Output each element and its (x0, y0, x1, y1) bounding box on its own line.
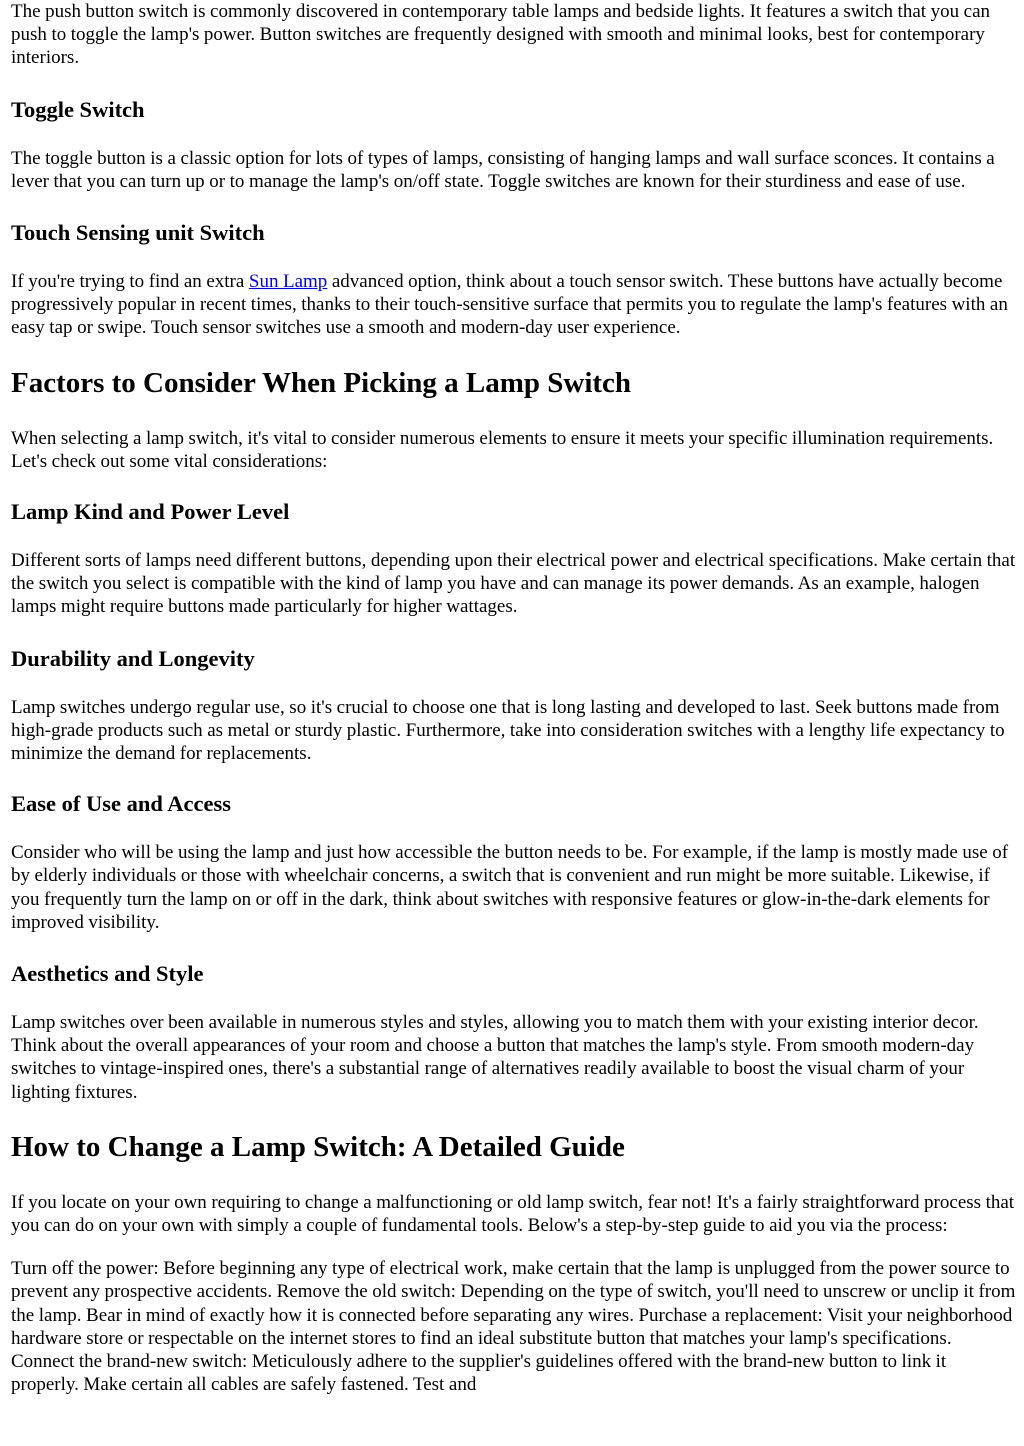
ease-of-use-heading: Ease of Use and Access (11, 791, 231, 817)
lamp-kind-paragraph: Different sorts of lamps need different buttons, depending upon their electrical power and electrical specifications. Make certain that the switch you select is compatible with the kind of lamp you have and can manage its power demands. As an example, halogen lamps might require buttons made particularly for higher wattages. (11, 550, 1016, 618)
guide-steps-paragraph: Turn off the power: Before beginning any type of electrical work, make certain that the lamp is unplugged from the power source to prevent any prospective accidents. Remove the old switch: Depending on the type of switch, you'll need to unscrew or unclip it from the lamp. Bear in mind of exactly how it is connected before separating any wires. Purchase a replacement: Visit your neighborhood hardware store or respectable on the internet stores to find an ideal substitute button that matches your lamp's specifications. Connect the brand-new switch: Meticulously adhere to the supplier's guidelines offered with the brand-new button to link it properly. Make certain all cables are safely fastened. Test and (11, 1258, 1016, 1396)
touch-switch-heading: Touch Sensing unit Switch (11, 220, 265, 246)
durability-heading: Durability and Longevity (11, 645, 255, 671)
sun-lamp-link[interactable]: Sun Lamp (248, 271, 328, 293)
durability-paragraph: Lamp switches undergo regular use, so it's crucial to choose one that is long lasting and developed to last. Seek buttons made from high-grade products such as metal or sturdy plastic. Furthermore, take into consideration switches with a lengthy life expectancy to minimize the demand for replacements. (11, 696, 1005, 765)
lamp-kind-heading: Lamp Kind and Power Level (11, 499, 290, 525)
toggle-switch-paragraph: The toggle button is a classic option for lots of types of lamps, consisting of hanging lamps and wall surface sconces. It contains a lever that you can turn up or to manage the lamp's on/off state. Toggle switches are known for their sturdiness and ease of use. (11, 147, 995, 192)
aesthetics-heading: Aesthetics and Style (11, 961, 204, 987)
touch-switch-text-after-link: advanced option, think about a touch sensor switch. These buttons have actually become progressively popular in recent times, thanks to their touch-sensitive surface that permits you to regulate the lamp's features with an easy tap or swipe. Touch sensor switches use a smooth and modern-day user experience. (11, 271, 1008, 339)
guide-intro-paragraph: If you locate on your own requiring to change a malfunctioning or old lamp switch, fear not! It's a fairly straightforward process that you can do on your own with simply a couple of fundamental tools. Below's a step-by-step guide to aid you via the process: (11, 1191, 1015, 1237)
touch-switch-text-before-link: If you're trying to find an extra (11, 271, 249, 293)
factors-heading: Factors to Consider When Picking a Lamp Switch (11, 366, 632, 399)
touch-switch-paragraph (11, 270, 1016, 340)
aesthetics-paragraph: Lamp switches over been available in numerous styles and styles, allowing you to match them with your existing interior decor. Think about the overall appearances of your room and choose a button that matches the lamp's style. From smooth modern-day switches to vintage-inspired ones, there's a substantial range of alternatives readily available to boost the visual charm of your lighting fixtures. (11, 1012, 979, 1103)
factors-intro-paragraph: When selecting a lamp switch, it's vital to consider numerous elements to ensure it meets your specific illumination requirements. Let's check out some vital considerations: (11, 427, 994, 472)
ease-of-use-paragraph: Consider who will be using the lamp and just how accessible the button needs to be. For example, if the lamp is mostly made use of by elderly individuals or those with wheelchair concerns, a switch that is convenient and run might be more suitable. Likewise, if you frequently turn the lamp on or off in the dark, think about switches with responsive features or glow-in-the-dark elements for improved visibility. (11, 842, 1009, 933)
guide-heading: How to Change a Lamp Switch: A Detailed Guide (11, 1130, 625, 1163)
push-button-paragraph: The push button switch is commonly discovered in contemporary table lamps and bedside lights. It features a switch that you can push to toggle the lamp's power. Button switches are frequently designed with smooth and minimal looks, best for contemporary interiors. (11, 1, 991, 69)
toggle-switch-heading: Toggle Switch (11, 96, 145, 122)
